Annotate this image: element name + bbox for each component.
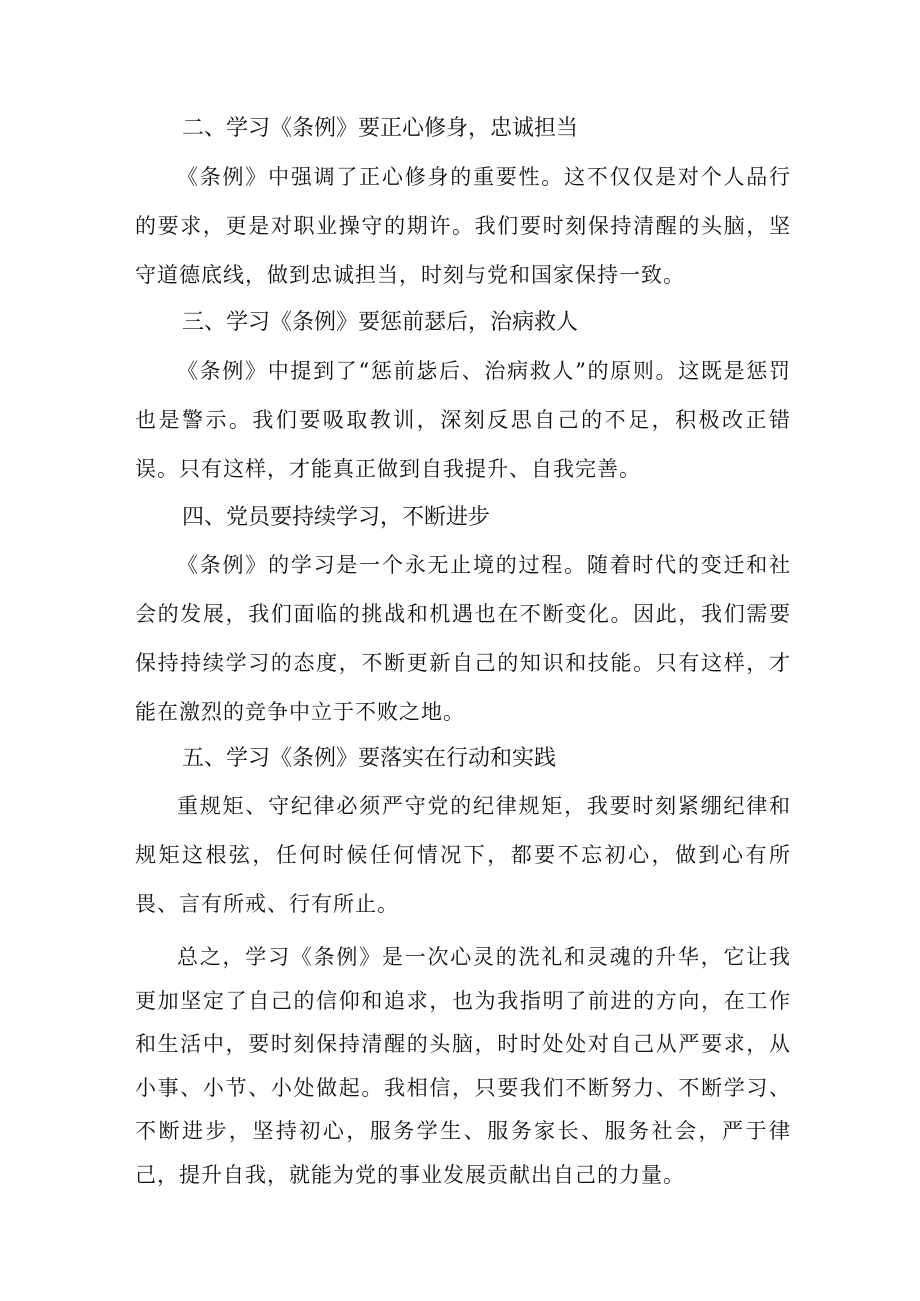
section-body-2: 《条例》中强调了正心修身的重要性。这不仅仅是对个人品行的要求，更是对职业操守的期许。我们要时刻保持清醒的头脑，坚守道德底线，做到忠诚担当，时刻与党和国家保持一致。 — [135, 165, 791, 287]
section-body-5: 重规矩、守纪律必须严守党的纪律规矩，我要时刻紧绷纪律和规矩这根弦，任何时候任何情况下，都要不忘初心，做到心有所畏、言有所戒、行有所止。 — [135, 794, 791, 916]
section-body-3: 《条例》中提到了“惩前毖后、治病救人”的原则。这既是惩罚也是警示。我们要吸取教训，深刻反思自己的不足，积极改正错误。只有这样，才能真正做到自我提升、自我完善。 — [135, 359, 791, 481]
section-heading-4: 四、党员要持续学习，不断进步 — [182, 505, 491, 530]
section-heading-3: 三、学习《条例》要惩前瑟后，治病救人 — [182, 310, 579, 335]
section-heading-5: 五、学习《条例》要落实在行动和实践 — [182, 746, 557, 771]
section-body-4: 《条例》的学习是一个永无止境的过程。随着时代的变迁和社会的发展，我们面临的挑战和机遇也在不断变化。因此，我们需要保持持续学习的态度，不断更新自己的知识和技能。只有这样，才能在激烈的竞争中立于不败之地。 — [135, 553, 791, 724]
closing-paragraph: 总之，学习《条例》是一次心灵的洗礼和灵魂的升华，它让我更加坚定了自己的信仰和追求，也为我指明了前进的方向，在工作和生活中，要时刻保持清醒的头脑，时时处处对自己从严要求，从小事、小节、小处做起。我相信，只要我们不断努力、不断学习、不断进步，坚持初心，服务学生、服务家长、服务社会，严于律己，提升自我，就能为党的事业发展贡献出自己的力量。 — [135, 945, 791, 1187]
section-heading-2: 二、学习《条例》要正心修身，忠诚担当 — [182, 116, 579, 141]
